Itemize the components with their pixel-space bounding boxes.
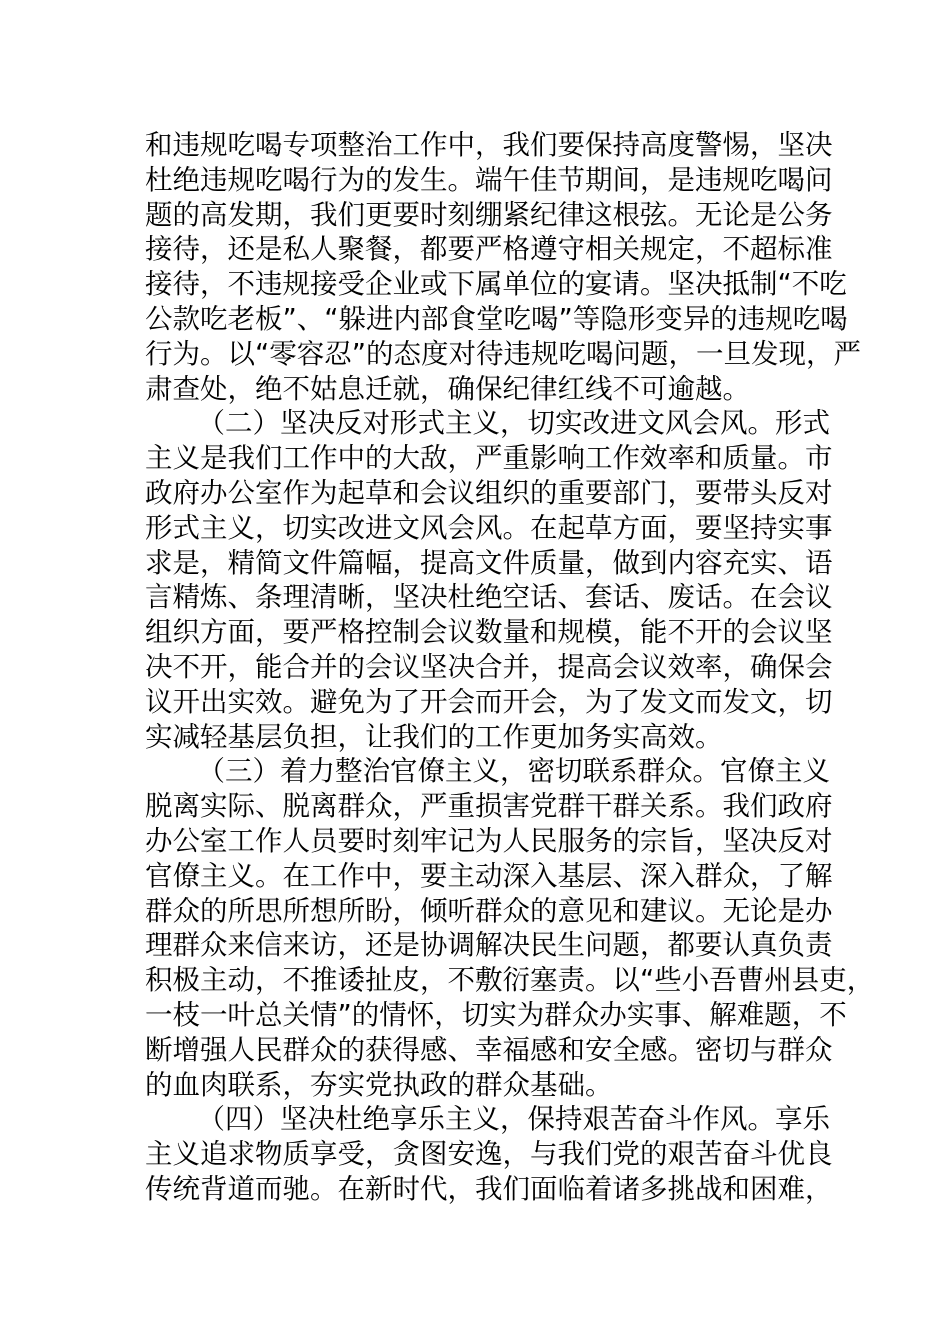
- text-line: 断增强人民群众的获得感、幸福感和安全感。密切与群众: [145, 1033, 833, 1066]
- text-line: 的血肉联系，夯实党执政的群众基础。: [145, 1068, 613, 1101]
- text-line: 主义追求物质享受，贪图安逸，与我们党的艰苦奋斗优良: [145, 1138, 833, 1171]
- text-line: 组织方面，要严格控制会议数量和规模，能不开的会议坚: [145, 616, 833, 649]
- text-line: 公款吃老板”、“躲进内部食堂吃喝”等隐形变异的违规吃喝: [145, 302, 848, 335]
- text-line: 办公室工作人员要时刻牢记为人民服务的宗旨，坚决反对: [145, 824, 833, 857]
- text-line: （四）坚决杜绝享乐主义，保持艰苦奋斗作风。享乐: [145, 1103, 830, 1136]
- text-line: （三）着力整治官僚主义，密切联系群众。官僚主义: [145, 755, 830, 788]
- text-line: 传统背道而驰。在新时代，我们面临着诸多挑战和困难，: [145, 1172, 833, 1205]
- text-line: 言精炼、条理清晰，坚决杜绝空话、套话、废话。在会议: [145, 581, 833, 614]
- text-line: 实减轻基层负担，让我们的工作更加务实高效。: [145, 720, 723, 753]
- body-text: [145, 128, 875, 1207]
- text-line: 脱离实际、脱离群众，严重损害党群干群关系。我们政府: [145, 790, 833, 823]
- text-line: 杜绝违规吃喝行为的发生。端午佳节期间，是违规吃喝问: [145, 163, 833, 196]
- text-line: 和违规吃喝专项整治工作中，我们要保持高度警惕，坚决: [145, 129, 833, 161]
- text-line: 肃查处，绝不姑息迁就，确保纪律红线不可逾越。: [145, 372, 750, 405]
- text-line: 积极主动，不推诿扯皮，不敷衍塞责。以“些小吾曹州县吏，: [145, 964, 875, 997]
- text-line: （二）坚决反对形式主义，切实改进文风会风。形式: [145, 407, 830, 440]
- text-line: 接待，不违规接受企业或下属单位的宴请。坚决抵制“不吃: [145, 268, 847, 301]
- text-line: 形式主义，切实改进文风会风。在起草方面，要坚持实事: [145, 511, 833, 544]
- text-line: 政府办公室作为起草和会议组织的重要部门，要带头反对: [145, 476, 833, 509]
- text-line: 求是，精简文件篇幅，提高文件质量，做到内容充实、语: [145, 546, 833, 579]
- text-line: 议开出实效。避免为了开会而开会，为了发文而发文，切: [145, 685, 833, 718]
- text-line: 决不开，能合并的会议坚决合并，提高会议效率，确保会: [145, 650, 833, 683]
- text-line: 接待，还是私人聚餐，都要严格遵守相关规定，不超标准: [145, 233, 833, 266]
- text-line: 官僚主义。在工作中，要主动深入基层、深入群众，了解: [145, 859, 833, 892]
- text-line: 行为。以“零容忍”的态度对待违规吃喝问题，一旦发现，严: [145, 337, 861, 370]
- text-line: 群众的所思所想所盼，倾听群众的意见和建议。无论是办: [145, 894, 833, 927]
- text-line: 一枝一叶总关情”的情怀，切实为群众办实事、解难题，不: [145, 998, 847, 1031]
- text-line: 理群众来信来访，还是协调解决民生问题，都要认真负责: [145, 929, 833, 962]
- text-line: 主义是我们工作中的大敌，严重影响工作效率和质量。市: [145, 442, 833, 475]
- text-line: 题的高发期，我们更要时刻绷紧纪律这根弦。无论是公务: [145, 198, 833, 231]
